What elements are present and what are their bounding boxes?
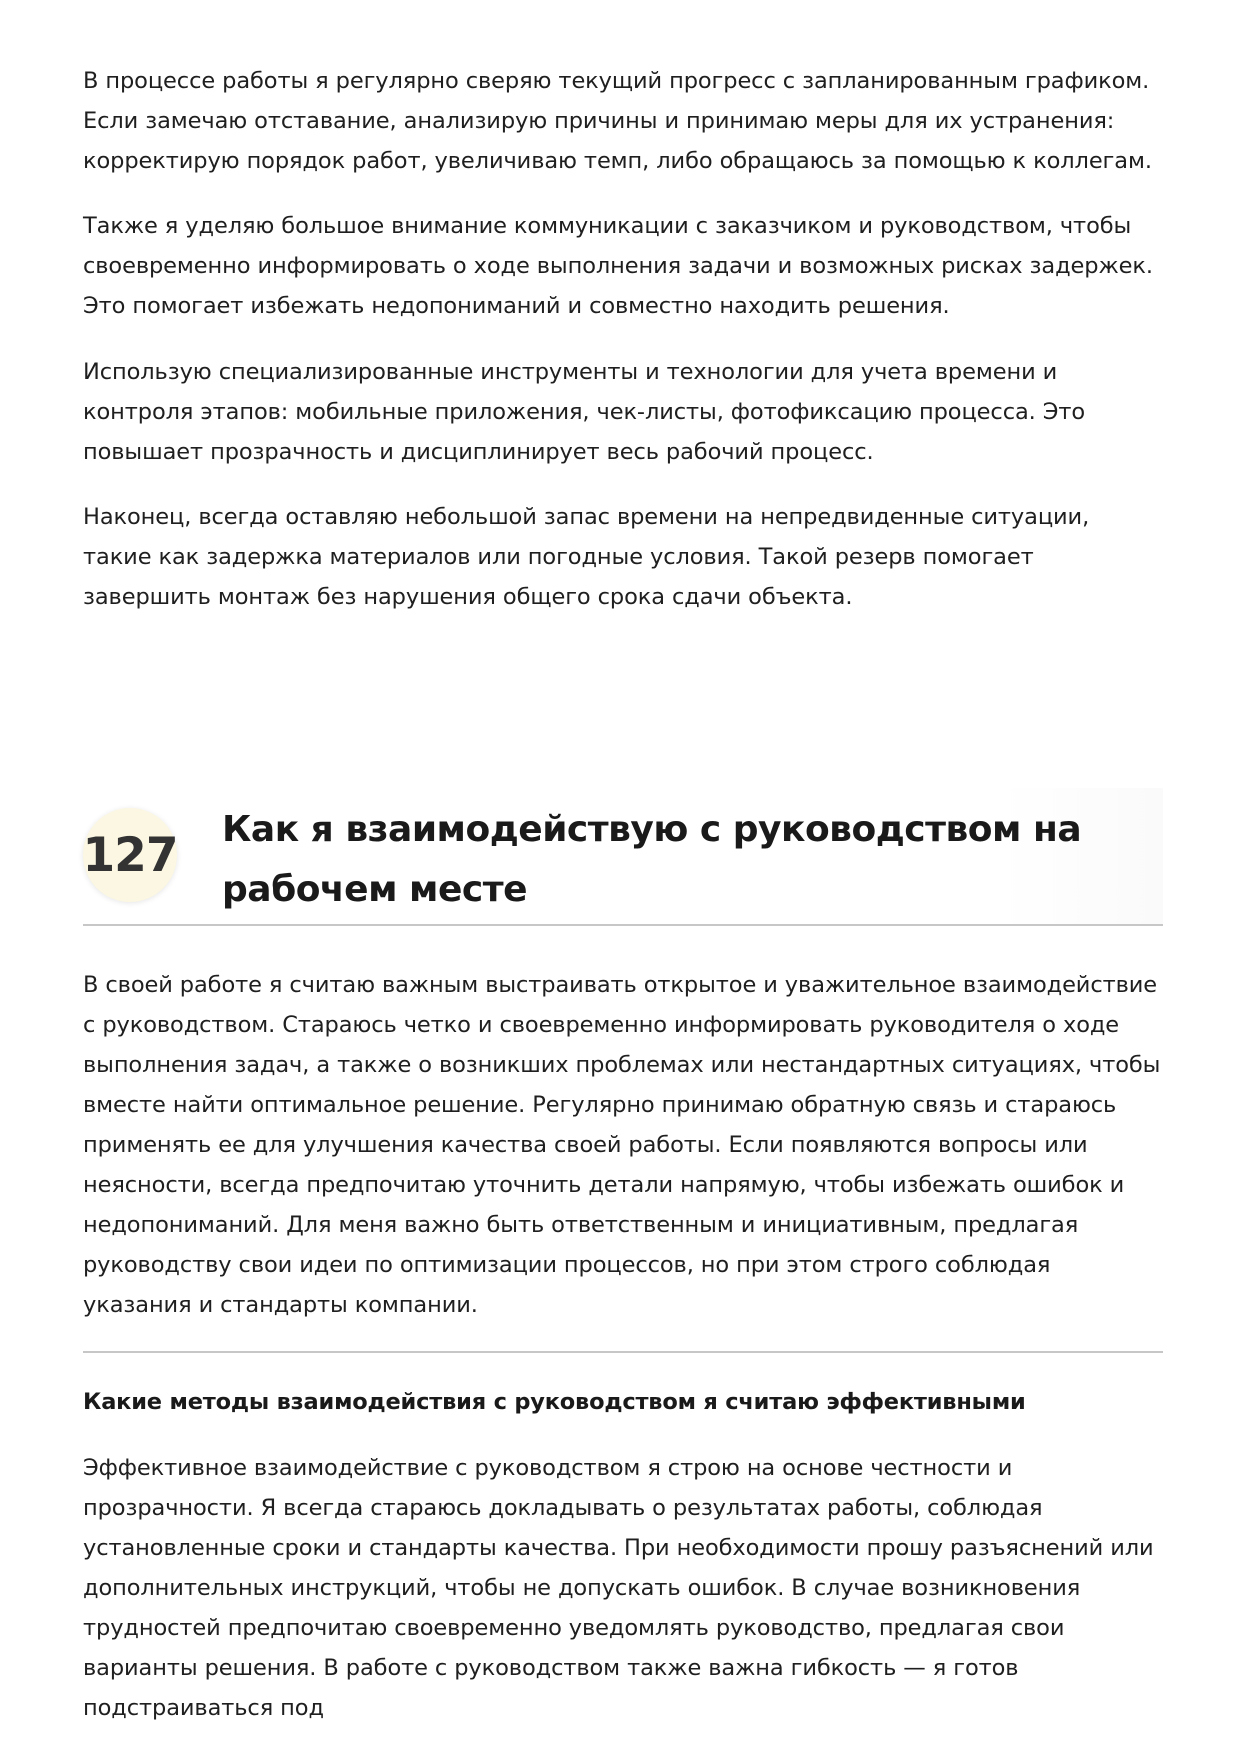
section-divider	[83, 1351, 1163, 1353]
chapter-title: Как я взаимодействую с руководством на рабочем месте	[222, 809, 1082, 910]
paragraph-time-reserve: Наконец, всегда оставляю небольшой запас времени на непредвиденные ситуации, такие как задержка материалов или погодные условия. Такой резерв помогает завершить монтаж без нарушения общего срока сдачи объекта.	[83, 504, 1090, 610]
paragraph-tools: Использую специализированные инструменты и технологии для учета времени и контроля этапов: мобильные приложения, чек-листы, фотофиксацию процесса. Это повышает прозрачность и дисциплинирует весь рабочий процесс.	[83, 359, 1086, 465]
paragraph-communication: Также я уделяю большое внимание коммуникации с заказчиком и руководством, чтобы своевременно информировать о ходе выполнения задачи и возможных рисках задержек. Это помогает избежать недопониманий и совместно находить решения.	[83, 213, 1153, 319]
chapter-intro-paragraph: В своей работе я считаю важным выстраивать открытое и уважительное взаимодействие с руководством. Стараюсь четко и своевременно информировать руководителя о ходе выполнения задач, а также о возникших проблемах или нестандартных ситуациях, чтобы вместе найти оптимальное решение. Регулярно принимаю обратную связь и стараюсь применять ее для улучшения качества своей работы. Если появляются вопросы или неясности, всегда предпочитаю уточнить детали напрямую, чтобы избежать ошибок и недопониманий. Для меня важно быть ответственным и инициативным, предлагая руководству свои идеи по оптимизации процессов, но при этом строго соблюдая указания и стандарты компании.	[83, 972, 1161, 1318]
paragraph-progress-check: В процессе работы я регулярно сверяю текущий прогресс с запланированным графиком. Если замечаю отставание, анализирую причины и принимаю меры для их устранения: корректирую порядок работ, увеличиваю темп, либо обращаюсь за помощью к коллегам.	[83, 68, 1152, 174]
chapter-header	[83, 788, 1163, 926]
chapter-number-badge: 127	[83, 808, 177, 902]
section-body-paragraph: Эффективное взаимодействие с руководством я строю на основе честности и прозрачности. Я всегда стараюсь докладывать о результатах работы, соблюдая установленные сроки и стандарты качества. При необходимости прошу разъяснений или дополнительных инструкций, чтобы не допускать ошибок. В случае возникновения трудностей предпочитаю своевременно уведомлять руководство, предлагая свои варианты решения. В работе с руководством также важна гибкость — я готов подстраиваться под	[83, 1455, 1154, 1721]
section-heading: Какие методы взаимодействия с руководством я считаю эффективными	[83, 1389, 1026, 1415]
